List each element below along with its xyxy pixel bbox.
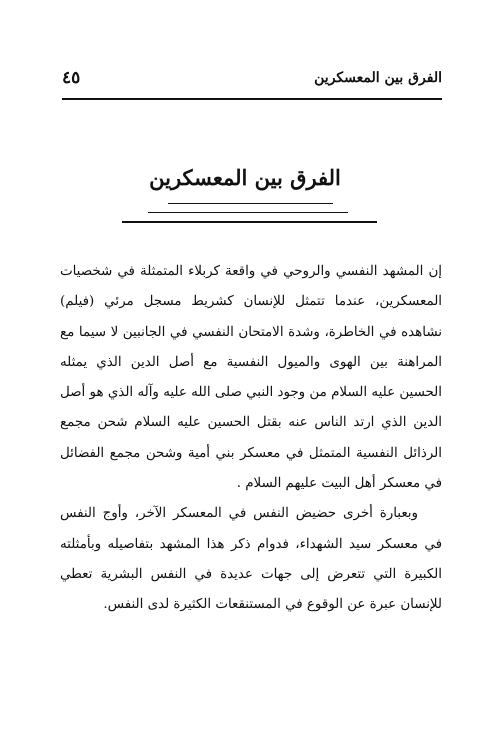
title-underline-middle — [148, 212, 348, 213]
body-text — [60, 257, 442, 621]
header-rule — [62, 98, 442, 100]
running-header — [62, 66, 442, 96]
paragraph-2: وبعبارة أخرى حضيض النفس في المعسكر الآخر، وأوج النفس في معسكر سيد الشهداء، فدوام ذكر هذا المشهد بتفاصيله وبأمثلته الكبيرة التي تتعرض إلى جهات عديدة في النفس البشرية تعطي للإنسان عبرة عن الوقوع في المستنقعات الكثيرة لدى النفس. — [60, 506, 442, 613]
title-underline-bottom — [122, 221, 377, 223]
running-title: الفرق بين المعسكرين — [314, 70, 442, 86]
title-underline-top — [168, 203, 333, 204]
chapter-title: الفرق بين المعسكرين — [149, 165, 341, 190]
paragraph-1: إن المشهد النفسي والروحي في واقعة كربلاء المتمثلة في شخصيات المعسكرين، عندما تتمثل للإنسان كشريط مسجل مرئي (فيلم) نشاهده في الخاطرة، وشدة الامتحان النفسي في الجانبين لا سيما مع المراهنة بين الهوى والميول النفسية مع أصل الدين الذي يمثله الحسين عليه السلام من وجود النبي صلى الله عليه وآله الذي هو أصل الدين الذي ارتد الناس عنه بقتل الحسين عليه السلام شحن مجمع الرذائل النفسية المتمثل في معسكر بني أمية وشحن مجمع الفضائل في معسكر أهل البيت عليهم السلام . — [60, 264, 442, 492]
page-number: ٤٥ — [62, 68, 81, 88]
